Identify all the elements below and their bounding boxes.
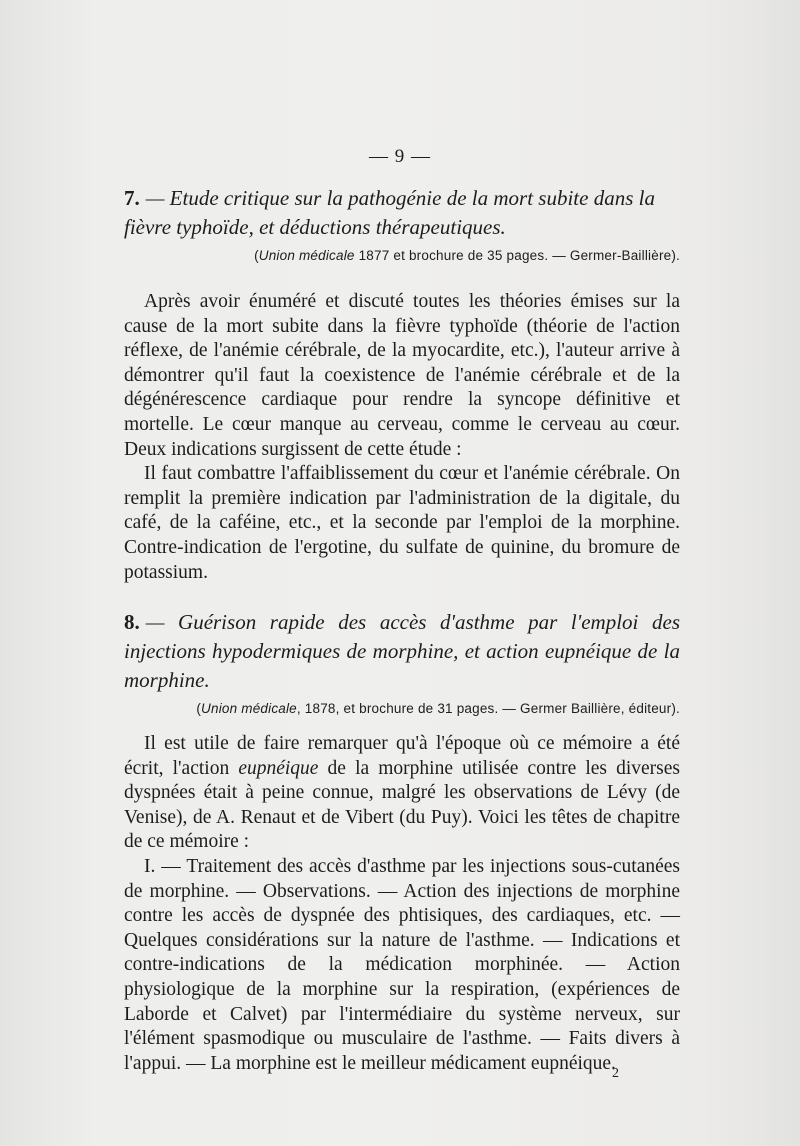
entry-8 [124, 608, 680, 716]
entry-7-paragraph-2: Il faut combattre l'affaiblissement du cœur et l'anémie cérébrale. On remplit la première indication par l'administration de la digitale, du café, de la caféine, etc., et la seconde par l'emploi de la morphine. Contre-indication de l'ergotine, du sulfate de quinine, du bromure de potassium. [124, 463, 680, 583]
entry-7-body [124, 290, 680, 585]
signature-mark: 2 [612, 1066, 619, 1081]
entry-8-paragraph-2: I. — Traitement des accès d'asthme par les injections sous-cutanées de morphine. — Observations. — Action des injections de morphine contre les accès de dyspnée des phtisiques, des cardiaques, etc. — Quelques considérations sur la nature de l'asthme. — Indications et contre-indications de la médication morphinée. — Action physiologique de la morphine sur la respiration, (expériences de Laborde et Calvet) par l'intermédiaire du système nerveux, sur l'élément spasmodique ou musculaire de l'asthme. — Faits divers à l'appui. — La morphine est le meilleur médicament eupnéique. [124, 855, 680, 1074]
entry-8-title-text: — Guérison rapide des accès d'asthme par l'emploi des injections hypodermiques de morphine, et action eupnéique de la morphine. [124, 610, 680, 692]
entry-7-title-line2: fièvre typhoïde, et déductions thérapeutiques. [124, 215, 506, 239]
entry-8-paragraph-1-end: de la morphine utilisée contre les diverses dyspnées était à peine connue, malgré les observations de Lévy (de Venise), de A. Renaut et de Vibert (du Puy). Voici les têtes de chapitre de ce mémoire : [124, 757, 680, 853]
entry-8-ref-source: Union médicale [201, 701, 297, 716]
entry-8-ref-rest: , 1878, et brochure de 31 pages. — Germer Baillière, éditeur). [296, 701, 680, 716]
entry-8-paragraph-1-italic: eupnéique [238, 757, 319, 779]
entry-7-ref-rest: 1877 et brochure de 35 pages. — Germer-Baillière). [358, 248, 680, 263]
entry-7-paragraph-1: Après avoir énuméré et discuté toutes les théories émises sur la cause de la mort subite dans la fièvre typhoïde (théorie de l'action réflexe, de l'anémie cérébrale, de la myocardite, etc.), l'auteur arrive à démontrer qu'il faut la coexistence de l'anémie cérébrale et de la dégénérescence cardiaque pour rendre la syncope définitive et mortelle. Le cœur manque au cerveau, comme le cerveau au cœur. Deux indications surgissent de cette étude : [124, 291, 680, 460]
entry-8-reference: (Union médicale, 1878, et brochure de 31 pages. — Germer Baillière, éditeur). [196, 701, 680, 716]
entry-7-reference: (Union médicale 1877 et brochure de 35 pages. — Germer-Baillière). [254, 248, 680, 263]
entry-8-number: 8. [124, 610, 140, 634]
entry-8-paragraph-1 [124, 732, 680, 855]
entry-7 [124, 184, 680, 263]
entry-8-body [124, 732, 680, 1076]
entry-8-title [124, 608, 680, 695]
entry-8-paragraph-1-start: Il est utile de faire remarquer qu'à l'époque où ce mémoire a été écrit, l'action [124, 733, 680, 779]
entry-7-ref-source: Union médicale [258, 248, 355, 263]
entry-7-number: 7. [124, 186, 140, 210]
entry-7-title-line1: — Etude critique sur la pathogénie de la mort subite dans la [145, 186, 655, 210]
entry-7-title [124, 184, 680, 242]
page-number: — 9 — [369, 146, 431, 167]
